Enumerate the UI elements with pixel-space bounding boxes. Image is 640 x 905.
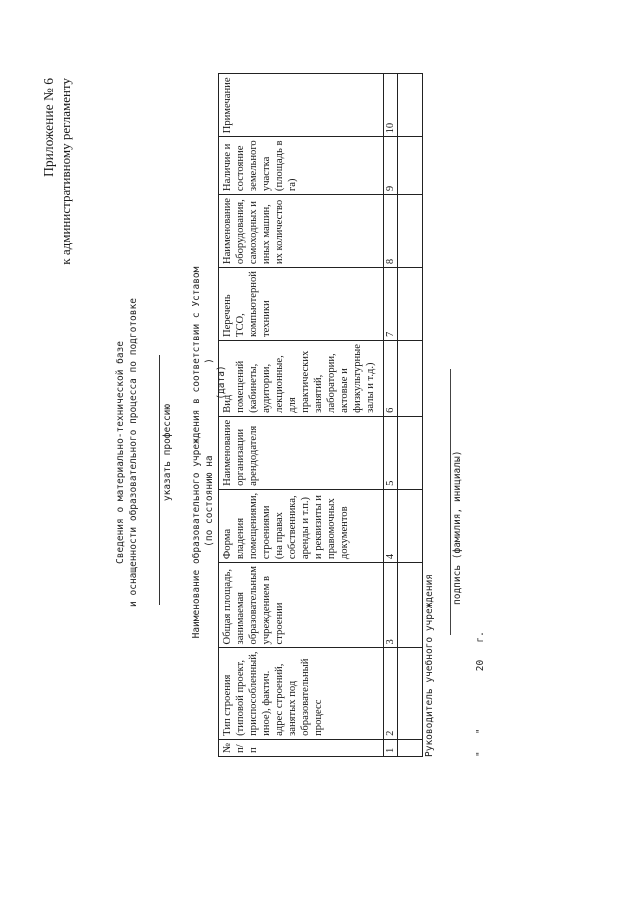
appendix-subtitle: к административному регламенту bbox=[58, 78, 73, 265]
number-cell: 10 bbox=[384, 74, 398, 137]
table-header-row bbox=[219, 74, 384, 757]
heading-line-1: Сведения о материально-технической базе bbox=[115, 340, 126, 565]
number-cell: 7 bbox=[384, 268, 398, 341]
as-of-suffix: ) bbox=[204, 358, 215, 364]
header-cell: Форма владения помещениями, строениями (на правах собственника, аренды и т.п.) и реквизиты и правомочных документов bbox=[219, 489, 384, 562]
heading-profession-caption: указать профессию bbox=[162, 403, 173, 502]
number-cell: 2 bbox=[384, 648, 398, 739]
empty-cell bbox=[398, 268, 423, 341]
facilities-table bbox=[218, 73, 423, 757]
number-cell: 8 bbox=[384, 195, 398, 268]
footer-date: " " 20 г. bbox=[475, 631, 486, 757]
header-cell: Примечание bbox=[219, 74, 384, 137]
appendix-number: Приложение № 6 bbox=[41, 78, 56, 177]
signature-caption: подпись (фамилия, инициалы) bbox=[452, 450, 463, 605]
number-cell: 4 bbox=[384, 489, 398, 562]
empty-cell bbox=[398, 416, 423, 489]
number-cell: 6 bbox=[384, 341, 398, 417]
as-of-prefix: (по состоянию на bbox=[204, 455, 215, 547]
empty-cell bbox=[398, 489, 423, 562]
profession-underline bbox=[159, 355, 160, 605]
head-of-institution-label: Руководитель учебного учреждения bbox=[424, 573, 435, 757]
signature-line bbox=[450, 369, 451, 635]
appendix-block bbox=[40, 78, 74, 265]
table-empty-row bbox=[398, 74, 423, 757]
header-cell: № п/п bbox=[219, 739, 384, 756]
heading-line-2: и оснащенности образовательного процесса по подготовке bbox=[128, 298, 139, 607]
empty-cell bbox=[398, 563, 423, 648]
header-cell: Вид помещений (кабинеты, аудитории, лекционные, для практических занятий, лаборатории, актовые и физкультурные залы и т.д.) bbox=[219, 341, 384, 417]
empty-cell bbox=[398, 341, 423, 417]
date-caption: (дата) bbox=[216, 365, 227, 400]
header-cell: Наименование организации арендодателя bbox=[219, 416, 384, 489]
heading-as-of-date bbox=[204, 0, 215, 905]
empty-cell bbox=[398, 74, 423, 137]
number-cell: 5 bbox=[384, 416, 398, 489]
number-cell: 3 bbox=[384, 563, 398, 648]
number-cell: 9 bbox=[384, 137, 398, 195]
header-cell: Наименование оборудования, самоходных и иных машин, их количество bbox=[219, 195, 384, 268]
heading-institution-name: Наименование образовательного учреждения в соответствии с Уставом bbox=[191, 266, 202, 639]
empty-cell bbox=[398, 195, 423, 268]
number-cell: 1 bbox=[384, 739, 398, 756]
empty-cell bbox=[398, 137, 423, 195]
table-number-row bbox=[384, 74, 398, 757]
header-cell: Перечень ТСО, компьютерной техники bbox=[219, 268, 384, 341]
empty-cell bbox=[398, 739, 423, 756]
empty-cell bbox=[398, 648, 423, 739]
header-cell: Тип строения (типовой проект, приспособленный, иное), фактич. адрес строений, занятых под образовательный процесс bbox=[219, 648, 384, 739]
header-cell: Наличие и состояние земельного участка (площадь в га) bbox=[219, 137, 384, 195]
header-cell: Общая площадь, занимаемая образовательным учреждением в строении bbox=[219, 563, 384, 648]
